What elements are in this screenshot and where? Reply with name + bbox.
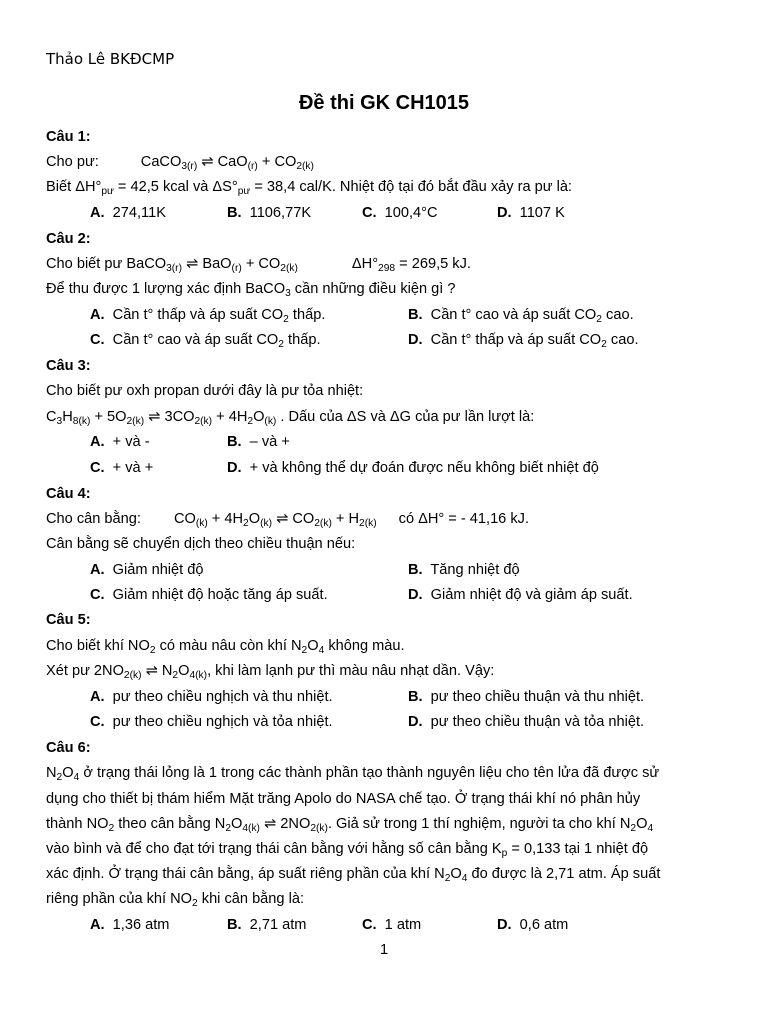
question-4-label: Câu 4: xyxy=(46,486,91,502)
option-letter: B. xyxy=(227,434,242,450)
question-4-stem: Cân bằng sẽ chuyển dịch theo chiều thuận nếu: xyxy=(46,536,356,552)
option-letter: B. xyxy=(408,307,423,323)
option-letter: D. xyxy=(408,332,423,348)
option-letter: D. xyxy=(227,460,242,476)
option-text: 0,6 atm xyxy=(519,917,569,933)
option-text: 1 atm xyxy=(384,917,422,933)
q2-option-b[interactable]: B. Cần t° cao và áp suất $CO_2$ cao. xyxy=(408,307,634,325)
option-text: pư theo chiều thuận và thu nhiệt. xyxy=(430,689,645,705)
q1-option-c[interactable] xyxy=(362,204,438,222)
option-letter: A. xyxy=(90,307,105,323)
q6-option-b[interactable] xyxy=(227,916,306,934)
enthalpy-value: có ΔH° = - 41,16 kJ. xyxy=(398,511,530,527)
q3-option-b[interactable] xyxy=(227,433,290,451)
option-letter: C. xyxy=(90,714,105,730)
q5-option-d[interactable] xyxy=(408,713,644,731)
option-text: Giảm nhiệt độ xyxy=(112,562,204,578)
q5-option-a[interactable] xyxy=(90,688,333,706)
q2-option-c[interactable]: C. Cần t° cao và áp suất $CO_2$ thấp. xyxy=(90,332,321,350)
question-1-stem: Biết $\Delta H^\circ_{pư} = 42,5$ kcal và $\Delta S^\circ_{pư} = 38,4$ cal/K. Nhiệt độ tại đó bắt đầu xảy ra pư là: xyxy=(46,179,572,197)
option-letter: C. xyxy=(90,587,105,603)
q1-option-d[interactable] xyxy=(497,204,565,222)
option-letter: D. xyxy=(497,917,512,933)
question-3-label: Câu 3: xyxy=(46,358,91,374)
option-letter: A. xyxy=(90,205,105,221)
option-letter: B. xyxy=(408,689,423,705)
option-letter: C. xyxy=(362,205,377,221)
option-text: + và - xyxy=(112,434,150,450)
option-text: 1106,77K xyxy=(249,205,312,221)
reaction-suffix: . Dấu của ΔS và ΔG của pư lần lượt là: xyxy=(280,409,535,425)
q4-option-c[interactable] xyxy=(90,586,328,604)
question-6-line1: $N_2O_4$ ở trạng thái lỏng là 1 trong các thành phần tạo thành nguyên liệu cho tên lửa đã được sử xyxy=(46,765,660,783)
option-text: + và + xyxy=(112,460,154,476)
reaction-prefix: Xét pư xyxy=(46,663,90,679)
reaction-suffix: , khi làm lạnh pư thì màu nâu nhạt dần. Vậy: xyxy=(207,663,495,679)
option-letter: A. xyxy=(90,689,105,705)
option-text: pư theo chiều nghịch và tỏa nhiệt. xyxy=(112,714,333,730)
option-letter: B. xyxy=(227,917,242,933)
option-text: 1107 K xyxy=(519,205,565,221)
q4-option-d[interactable] xyxy=(408,586,633,604)
option-letter: D. xyxy=(408,587,423,603)
option-text: Giảm nhiệt độ và giảm áp suất. xyxy=(430,587,633,603)
question-5-line1: Cho biết khí $NO_2$ có màu nâu còn khí $N_2O_4$ không màu. xyxy=(46,638,405,656)
q1-option-b[interactable] xyxy=(227,204,311,222)
option-letter: A. xyxy=(90,434,105,450)
question-6-line3: thành $NO_2$ theo cân bằng $N_2O_{4(k)}$ ⇌ $2NO_{2(k)}$. Giả sử trong 1 thí nghiệm, người ta cho khí $N_2O_4$ xyxy=(46,816,654,834)
q6-option-d[interactable] xyxy=(497,916,568,934)
option-text: – và + xyxy=(249,434,290,450)
question-5-reaction: Xét pư $2NO_{2(k)}$ ⇌ $N_2O_{4(k)}$, khi làm lạnh pư thì màu nâu nhạt dần. Vậy: xyxy=(46,663,495,681)
question-2-reaction: Cho biết pư BaCO$_{3(r)}$ ⇌ $BaO_{(r)} + CO_{2(k)}$ $\Delta H^\circ_{298} = 269,5$ kJ. xyxy=(46,256,471,274)
option-text: + và không thể dự đoán được nếu không biết nhiệt độ xyxy=(249,460,599,476)
page-number: 1 xyxy=(379,942,389,958)
q4-option-b[interactable] xyxy=(408,561,520,579)
author: Thảo Lê BKĐCMP xyxy=(46,50,175,68)
q5-option-c[interactable] xyxy=(90,713,333,731)
question-6-label: Câu 6: xyxy=(46,740,91,756)
q1-option-a[interactable] xyxy=(90,204,166,222)
option-text: pư theo chiều thuận và tỏa nhiệt. xyxy=(430,714,645,730)
question-6-line4: vào bình và để cho đạt tới trạng thái cân bằng với hằng số cân bằng $K_p = 0,133$ tại 1 nhiệt độ xyxy=(46,841,649,859)
question-6-line2: dụng cho thiết bị thám hiểm Mặt trăng Apolo do NASA chế tạo. Ở trạng thái khí nó phân hủy xyxy=(46,791,641,807)
q4-option-a[interactable] xyxy=(90,561,204,579)
question-5-label: Câu 5: xyxy=(46,612,91,628)
option-text: 274,11K xyxy=(112,205,166,221)
question-1-label: Câu 1: xyxy=(46,129,91,145)
option-letter: A. xyxy=(90,917,105,933)
question-4-reaction: Cho cân bằng: $CO_{(k)} + 4H_2O_{(k)}$ ⇌ $CO_{2(k)} + H_{2(k)}$ có ΔH° = - 41,16 kJ. xyxy=(46,511,530,529)
q3-option-a[interactable] xyxy=(90,433,150,451)
question-3-line1: Cho biết pư oxh propan dưới đây là pư tỏa nhiệt: xyxy=(46,383,364,399)
option-text: 100,4°C xyxy=(384,205,438,221)
option-letter: B. xyxy=(227,205,242,221)
reaction-prefix: Cho pư: xyxy=(46,154,99,170)
question-2-stem: Để thu được 1 lượng xác định BaCO$_3$ cần những điều kiện gì ? xyxy=(46,281,456,299)
option-letter: A. xyxy=(90,562,105,578)
q6-option-c[interactable] xyxy=(362,916,421,934)
option-text: 2,71 atm xyxy=(249,917,307,933)
question-3-reaction: $C_3H_{8(k)} + 5O_{2(k)}$ ⇌ $3CO_{2(k)} + 4H_2O_{(k)}$ . Dấu của ΔS và ΔG của pư lần lượt là: xyxy=(46,409,535,427)
q2-option-a[interactable]: A. Cần t° thấp và áp suất $CO_2$ thấp. xyxy=(90,307,326,325)
question-2-label: Câu 2: xyxy=(46,231,91,247)
q3-option-d[interactable] xyxy=(227,459,599,477)
question-6-line6: riêng phần của khí $NO_2$ khi cân bằng là: xyxy=(46,891,305,909)
option-letter: D. xyxy=(497,205,512,221)
option-letter: B. xyxy=(408,562,423,578)
q2-option-d[interactable]: D. Cần t° thấp và áp suất $CO_2$ cao. xyxy=(408,332,639,350)
reaction-prefix: Cho cân bằng: xyxy=(46,511,141,527)
option-letter: D. xyxy=(408,714,423,730)
option-text: Tăng nhiệt độ xyxy=(430,562,520,578)
option-text: 1,36 atm xyxy=(112,917,170,933)
option-letter: C. xyxy=(90,332,105,348)
q5-option-b[interactable] xyxy=(408,688,644,706)
option-text: Giảm nhiệt độ hoặc tăng áp suất. xyxy=(112,587,328,603)
page-title: Đề thi GK CH1015 xyxy=(298,92,470,114)
question-6-line5: xác định. Ở trạng thái cân bằng, áp suất riêng phần của khí $N_2O_4$ đo được là 2,71 atm. Áp suất xyxy=(46,866,661,884)
option-letter: C. xyxy=(90,460,105,476)
question-1-reaction: Cho pư: CaCO$_{3(r)}$ ⇌ $CaO_{(r)} + CO_{2(k)}$ xyxy=(46,154,314,172)
option-text: pư theo chiều nghịch và thu nhiệt. xyxy=(112,689,333,705)
option-letter: C. xyxy=(362,917,377,933)
q6-option-a[interactable] xyxy=(90,916,169,934)
reaction-prefix: Cho biết pư BaCO xyxy=(46,256,167,272)
q3-option-c[interactable] xyxy=(90,459,153,477)
